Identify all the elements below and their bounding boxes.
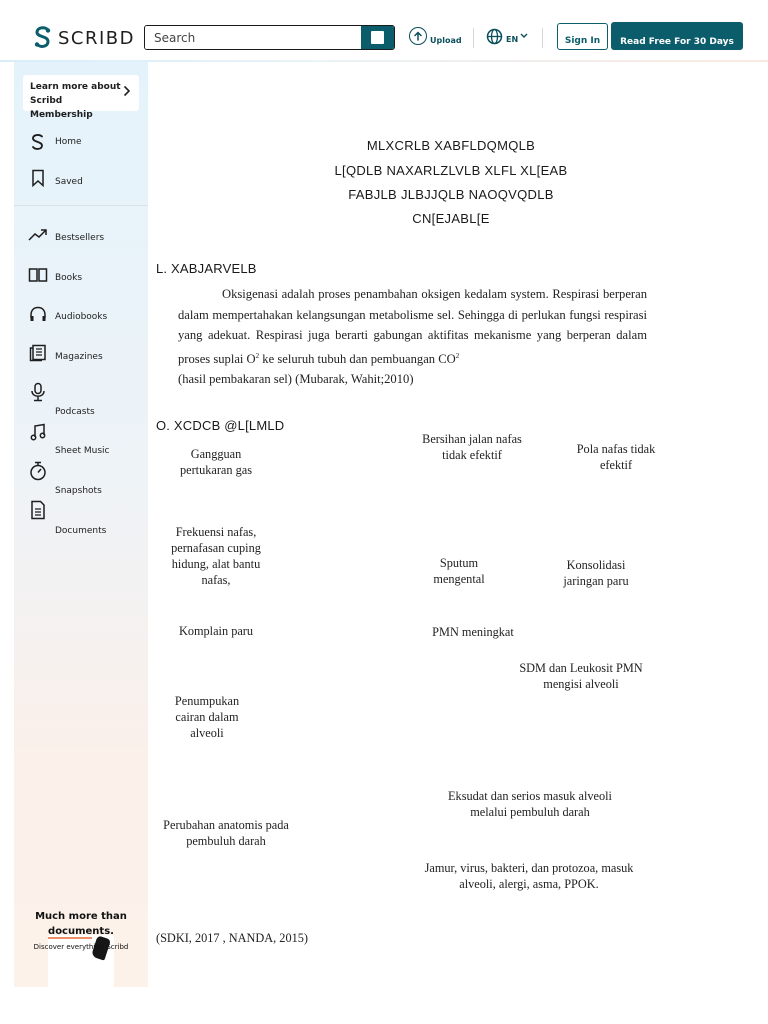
sidebar-item-label: Home xyxy=(55,137,82,147)
sidebar-item-label: Magazines xyxy=(55,352,103,362)
section-heading-b: O. XCDCB @L[LMLD xyxy=(156,418,285,433)
sidebar-item-label: Audiobooks xyxy=(55,312,108,322)
chevron-down-icon xyxy=(520,33,528,39)
sidebar-item-label: Sheet Music xyxy=(55,446,110,456)
scribd-logo[interactable] xyxy=(33,24,135,52)
sidebar xyxy=(14,62,148,987)
search-icon xyxy=(371,31,384,44)
search-bar xyxy=(144,25,395,50)
document-title-line: FABJLB JLBJJQLB NAOQVQDLB xyxy=(348,187,554,202)
pathway-node-konsolidasi: Konsolidasi jaringan paru xyxy=(563,558,629,588)
music-note-icon xyxy=(28,422,48,442)
read-free-button[interactable]: Read Free For 30 Days xyxy=(611,22,743,50)
document-title-line: CN[EJABL[E xyxy=(412,211,490,226)
sidebar-item-home[interactable] xyxy=(28,132,82,152)
bookmark-icon xyxy=(28,168,48,188)
upload-icon xyxy=(409,27,427,45)
sign-in-button[interactable]: Sign In xyxy=(557,23,608,50)
sidebar-item-label: Bestsellers xyxy=(55,233,105,243)
pathway-node-sdm: SDM dan Leukosit PMN mengisi alveoli xyxy=(519,661,643,691)
sidebar-item-documents[interactable] xyxy=(28,500,107,536)
pathway-node-pmn: PMN meningkat xyxy=(432,625,514,639)
citation: (SDKI, 2017 , NANDA, 2015) xyxy=(156,931,308,945)
sidebar-item-podcasts[interactable] xyxy=(28,382,95,417)
pathway-node-eksudat: Eksudat dan serios masuk alveoli melalui pembuluh darah xyxy=(448,789,612,819)
membership-text: Learn more about Scribd Membership xyxy=(30,82,121,120)
sidebar-item-label: Podcasts xyxy=(55,407,95,417)
sidebar-divider xyxy=(14,205,148,206)
search-button[interactable] xyxy=(361,26,394,49)
sidebar-item-saved[interactable] xyxy=(28,168,83,188)
section-heading-a: L. XABJARVELB xyxy=(156,261,257,276)
language-label: EN xyxy=(506,35,519,44)
document-icon xyxy=(28,500,48,520)
upload-button[interactable] xyxy=(409,27,462,45)
header-divider xyxy=(473,28,474,48)
sidebar-item-magazines[interactable] xyxy=(28,343,103,363)
sidebar-item-label: Saved xyxy=(55,177,83,187)
sidebar-item-label: Snapshots xyxy=(55,486,102,496)
pathway-node-penumpukan: Penumpukan cairan dalam alveoli xyxy=(174,694,240,740)
pathway-node-bersihan: Bersihan jalan nafas tidak efektif xyxy=(422,432,522,462)
membership-card[interactable] xyxy=(23,75,139,120)
superscript: 2 xyxy=(455,351,460,360)
chevron-right-icon xyxy=(123,85,131,97)
paragraph-text: (hasil pembakaran sel) (Mubarak, Wahit;2010) xyxy=(178,372,414,387)
pathway-node-pola: Pola nafas tidak efektif xyxy=(576,442,656,472)
sidebar-item-label: Documents xyxy=(55,526,107,536)
pathway-node-perubahan: Perubahan anatomis pada pembuluh darah xyxy=(163,818,289,848)
paragraph-text: Oksigenasi adalah proses penambahan oksigen kedalam system. Respirasi berperan dalam mempertahakan kelangsungan metabolisme sel. Sehingga di perlukan fungsi respirasi yang adekuat. Respirasi juga berarti gabungan aktifitas mekanisme yang berperan dalam proses suplai O xyxy=(178,287,647,366)
pathway-node-gangguan: Gangguan pertukaran gas xyxy=(179,447,253,477)
promo-banner[interactable] xyxy=(14,905,148,987)
pathway-node-komplain: Komplain paru xyxy=(178,624,254,638)
upload-label: Upload xyxy=(430,36,462,45)
pathway-node-frekuensi: Frekuensi nafas, pernafasan cuping hidung, alat bantu nafas, xyxy=(171,525,261,587)
logo-text: SCRIBD xyxy=(58,27,136,49)
pathway-node-jamur: Jamur, virus, bakteri, dan protozoa, masuk alveoli, alergi, asma, PPOK. xyxy=(424,861,634,891)
headphones-icon xyxy=(28,304,48,324)
scribd-home-icon xyxy=(28,132,48,152)
top-header xyxy=(0,0,768,62)
superscript: 2 xyxy=(255,351,260,360)
trending-icon xyxy=(28,225,48,245)
sidebar-item-audiobooks[interactable] xyxy=(28,304,108,324)
book-icon xyxy=(28,265,48,285)
pathway-node-sputum: Sputum mengental xyxy=(433,556,485,586)
paragraph-text: ke seluruh tubuh dan pembuangan CO xyxy=(259,351,456,366)
language-selector[interactable] xyxy=(486,28,528,45)
sidebar-item-sheet-music[interactable] xyxy=(28,422,110,456)
magazine-icon xyxy=(28,343,48,363)
header-divider xyxy=(542,28,543,48)
sidebar-item-books[interactable] xyxy=(28,265,83,285)
promo-title: Much more than documents. xyxy=(35,911,127,937)
sidebar-item-bestsellers[interactable] xyxy=(28,225,105,245)
sidebar-item-snapshots[interactable] xyxy=(28,461,102,496)
document-paragraph xyxy=(178,284,647,390)
document-title-line: L[QDLB NAXARLZLVLB XLFL XL[EAB xyxy=(334,163,568,178)
document-page xyxy=(148,62,754,987)
search-input[interactable] xyxy=(145,26,361,49)
promo-subtitle: Discover everything Scribd xyxy=(33,943,129,951)
scribd-logo-icon xyxy=(33,25,53,51)
document-title-line: MLXCRLB XABFLDQMQLB xyxy=(366,138,536,153)
stopwatch-icon xyxy=(28,461,48,481)
globe-icon xyxy=(486,28,503,45)
sidebar-item-label: Books xyxy=(55,273,83,283)
microphone-icon xyxy=(28,382,48,402)
